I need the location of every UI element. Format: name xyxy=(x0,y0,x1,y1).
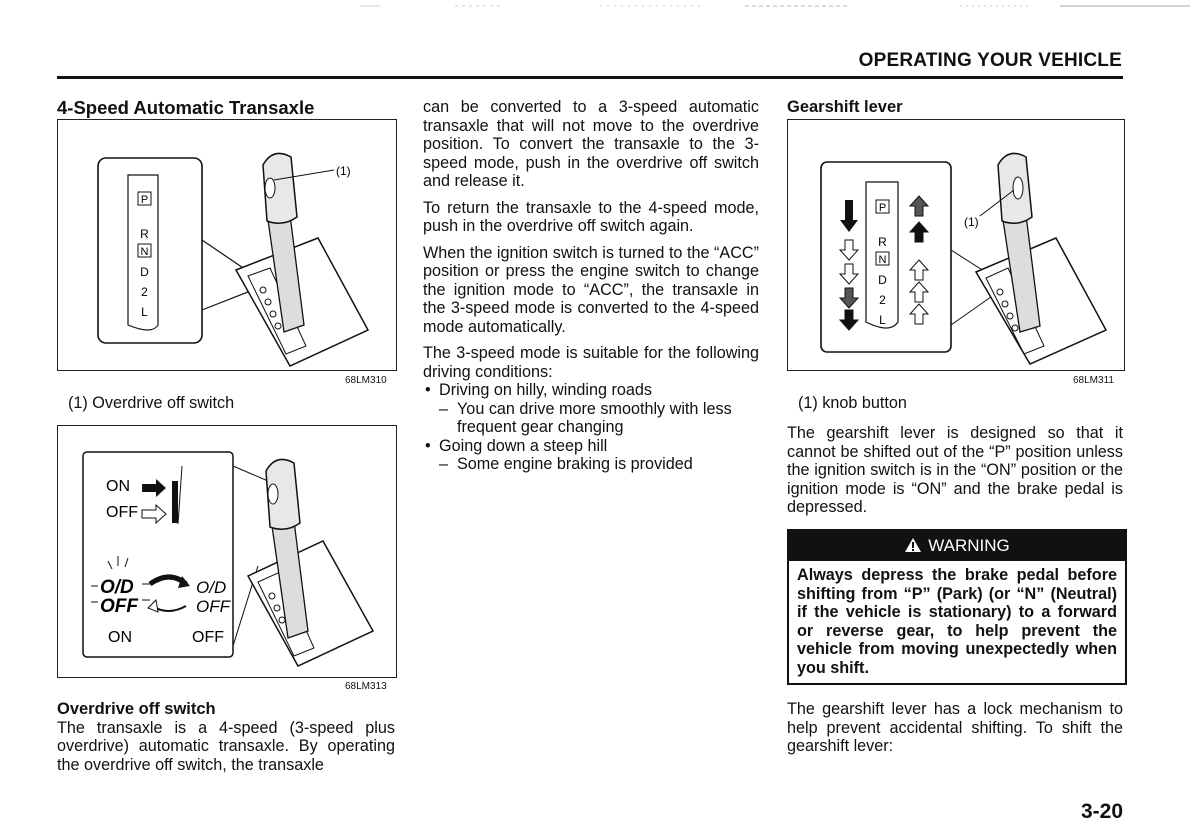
figure-gearshift-lever xyxy=(787,119,1125,371)
od-off-label-lit: OFF xyxy=(100,596,138,617)
gate-p: P xyxy=(878,202,887,214)
off-label: OFF xyxy=(106,504,138,521)
callout-1: (1) xyxy=(336,164,351,178)
figure-caption: (1) knob button xyxy=(798,394,907,412)
callout-1: (1) xyxy=(964,215,979,229)
subheading-od-switch: Overdrive off switch xyxy=(57,700,216,718)
heading-gearshift-lever: Gearshift lever xyxy=(787,98,903,116)
gearshift-illustration xyxy=(788,120,1124,370)
figure-code: 68LM310 xyxy=(345,375,387,386)
paragraph: When the ignition switch is turned to the “ACC” position or press the engine switch to change the ignition mode to “ACC”, the transaxle in the 3-speed mode is converted to the 4-speed mode automatically. xyxy=(423,243,759,336)
gate-p: P xyxy=(140,194,149,206)
gate-2: 2 xyxy=(141,285,148,299)
figure-code: 68LM313 xyxy=(345,681,387,692)
conditions-list xyxy=(423,381,759,474)
warning-body: Always depress the brake pedal before shifting from “P” (Park) (or “N” (Neutral) if the vehicle is stationary) to a forward or reverse gear, to help prevent the vehicle from moving unexpectedly when you shift. xyxy=(797,566,1117,677)
warning-header xyxy=(789,531,1125,561)
gate-l: L xyxy=(141,305,148,319)
paragraph: To return the transaxle to the 4-speed mode, push in the overdrive off switch again. xyxy=(423,198,759,235)
od-label-unlit: O/D xyxy=(196,578,227,597)
list-item: • Driving on hilly, winding roads xyxy=(423,381,759,400)
warning-triangle-icon xyxy=(904,537,922,553)
section-title: 4-Speed Automatic Transaxle xyxy=(57,97,315,118)
paragraph: The gearshift lever is designed so that it cannot be shifted out of the “P” position unless the ignition switch is in the “ON” position or the ignition mode is “ON” and the brake pedal is depressed. xyxy=(787,424,1123,516)
od-label-lit: O/D xyxy=(100,577,134,598)
od-switch-illustration xyxy=(58,426,396,677)
gate-d: D xyxy=(878,273,887,287)
figure-code: 68LM311 xyxy=(1073,375,1114,386)
scan-marks xyxy=(0,0,1200,12)
col3-text-bottom xyxy=(787,700,1123,764)
page-header-title: OPERATING YOUR VEHICLE xyxy=(858,50,1122,71)
gate-d: D xyxy=(140,265,149,279)
bottom-off-label: OFF xyxy=(192,629,224,646)
warning-box xyxy=(787,529,1127,685)
paragraph: The transaxle is a 4-speed (3-speed plus overdrive) automatic transaxle. By operating the overdrive off switch, the transaxle xyxy=(57,718,395,774)
warning-title: WARNING xyxy=(928,536,1010,555)
header-rule xyxy=(57,76,1123,79)
figure-caption: (1) Overdrive off switch xyxy=(68,394,235,412)
list-subitem: – Some engine braking is provided xyxy=(439,455,759,474)
page-number: 3-20 xyxy=(1080,800,1123,823)
gate-r: R xyxy=(878,235,887,249)
bottom-on-label: ON xyxy=(108,629,132,646)
gate-n: N xyxy=(140,246,149,258)
gate-l: L xyxy=(879,313,886,327)
list-subitem: – You can drive more smoothly with less frequent gear changing xyxy=(439,400,759,437)
col3-text xyxy=(787,424,1123,525)
col1-text xyxy=(57,700,395,782)
col2-text xyxy=(423,98,759,474)
figure-overdrive-switch xyxy=(57,119,397,371)
paragraph: The 3-speed mode is suitable for the following driving conditions: xyxy=(423,344,759,381)
list-item: • Going down a steep hill xyxy=(423,437,759,456)
on-label: ON xyxy=(106,478,130,495)
paragraph: The gearshift lever has a lock mechanism to help prevent accidental shifting. To shift the gearshift lever: xyxy=(787,700,1123,755)
gate-2: 2 xyxy=(879,293,886,307)
gate-n: N xyxy=(878,254,887,266)
figure-od-switch-operation xyxy=(57,425,397,678)
od-off-label-unlit: OFF xyxy=(196,597,230,616)
gate-r: R xyxy=(140,227,149,241)
paragraph: can be converted to a 3-speed automatic transaxle that will not move to the overdrive position. To convert the transaxle to the 3-speed mode, push in the overdrive off switch and release it. xyxy=(423,98,759,190)
shift-lever-illustration xyxy=(58,120,396,370)
